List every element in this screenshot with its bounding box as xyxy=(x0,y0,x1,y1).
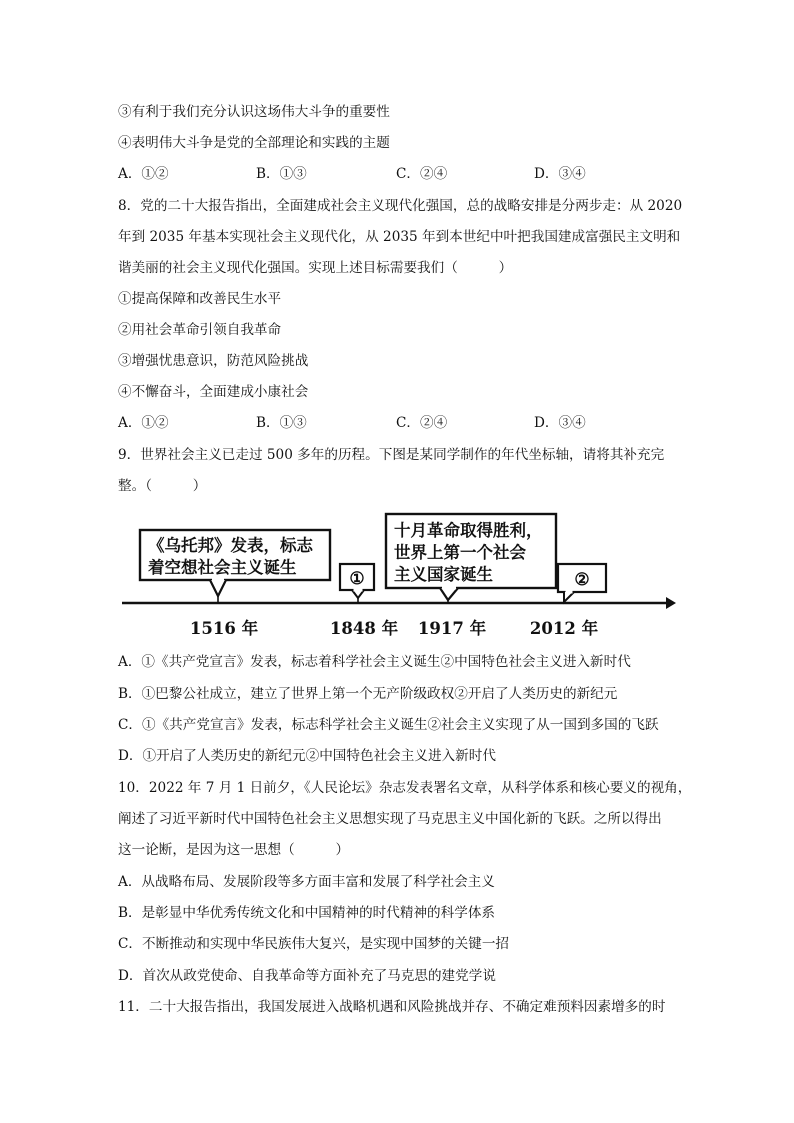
q9-option-b: B．①巴黎公社成立，建立了世界上第一个无产阶级政权②开启了人类历史的新纪元 xyxy=(118,686,618,702)
q7-option-b: B．①③ xyxy=(256,166,307,182)
callout-blank-2 xyxy=(558,564,606,602)
year-label-1848: 1848 年 xyxy=(329,619,399,638)
callout-october-line-3: 主义国家诞生 xyxy=(394,565,493,584)
q10-stem-line-3: 这一论断，是因为这一思想（ ） xyxy=(118,842,350,858)
callout-blank-1-label: ① xyxy=(349,569,365,589)
q8-options xyxy=(118,413,678,433)
q7-option-d: D．③④ xyxy=(534,166,586,182)
q8-stem-line-1: 8．党的二十大报告指出，全面建成社会主义现代化强国，总的战略安排是分两步走：从 2020 xyxy=(118,198,683,214)
q9-stem-line-2: 整。（ ） xyxy=(118,478,207,494)
q8-option-a: A．①② xyxy=(118,415,169,431)
q8-stem-line-2: 年到 2035 年基本实现社会主义现代化，从 2035 年到本世纪中叶把我国建成富强民主文明和 xyxy=(118,229,681,245)
q10-stem-line-2: 阐述了习近平新时代中国特色社会主义思想实现了马克思主义中国化新的飞跃。之所以得出 xyxy=(118,811,662,827)
callout-october-line-2: 世界上第一个社会 xyxy=(394,543,526,562)
q11-stem-line-1: 11．二十大报告指出，我国发展进入战略机遇和风险挑战并存、不确定难预料因素增多的时 xyxy=(118,999,666,1015)
q9-stem-line-1: 9．世界社会主义已走过 500 多年的历程。下图是某同学制作的年代坐标轴，请将其补充完 xyxy=(118,447,665,463)
callout-october-line-1: 十月革命取得胜利， xyxy=(394,521,543,540)
callout-utopia xyxy=(140,530,330,596)
q8-statement-1: ①提高保障和改善民生水平 xyxy=(118,291,282,307)
q7-options xyxy=(118,164,678,184)
q8-statement-3: ③增强忧患意识，防范风险挑战 xyxy=(118,353,309,369)
q10-option-a: A．从战略布局、发展阶段等多方面丰富和发展了科学社会主义 xyxy=(118,874,495,890)
callout-blank-1 xyxy=(340,564,374,598)
timeline-arrow xyxy=(666,597,676,609)
q9-option-a: A．①《共产党宣言》发表，标志着科学社会主义诞生②中国特色社会主义进入新时代 xyxy=(118,654,631,670)
q7-statement-4: ④表明伟大斗争是党的全部理论和实践的主题 xyxy=(118,135,390,151)
q8-statement-4: ④不懈奋斗，全面建成小康社会 xyxy=(118,384,309,400)
year-label-2012: 2012 年 xyxy=(529,619,599,638)
q8-statement-2: ②用社会革命引领自我革命 xyxy=(118,322,282,338)
q8-stem-line-3: 谐美丽的社会主义现代化强国。实现上述目标需要我们（ ） xyxy=(118,260,513,276)
callout-utopia-line-2: 着空想社会主义诞生 xyxy=(148,558,297,577)
callout-blank-2-label: ② xyxy=(574,570,590,590)
q10-option-b: B．是彰显中华优秀传统文化和中国精神的时代精神的科学体系 xyxy=(118,905,496,921)
q7-option-a: A．①② xyxy=(118,166,169,182)
callout-october-revolution xyxy=(386,514,556,600)
q9-option-c: C．①《共产党宣言》发表，标志科学社会主义诞生②社会主义实现了从一国到多国的飞跃 xyxy=(118,717,659,733)
q7-option-c: C．②④ xyxy=(396,166,448,182)
q7-statement-3: ③有利于我们充分认识这场伟大斗争的重要性 xyxy=(118,104,390,120)
q9-option-d: D．①开启了人类历史的新纪元②中国特色社会主义进入新时代 xyxy=(118,748,496,764)
year-label-1917: 1917 年 xyxy=(417,619,487,638)
timeline-figure xyxy=(118,508,678,648)
q10-option-d: D．首次从政党使命、自我革命等方面补充了马克思的建党学说 xyxy=(118,968,496,984)
q8-option-c: C．②④ xyxy=(396,415,448,431)
q10-option-c: C．不断推动和实现中华民族伟大复兴，是实现中国梦的关键一招 xyxy=(118,936,510,952)
q8-option-b: B．①③ xyxy=(256,415,307,431)
year-label-1516: 1516 年 xyxy=(189,619,259,638)
callout-utopia-line-1: 《乌托邦》发表，标志 xyxy=(148,536,313,555)
q10-stem-line-1: 10．2022 年 7 月 1 日前夕，《人民论坛》杂志发表署名文章，从科学体系和核心要义的视角， xyxy=(118,780,692,796)
q8-option-d: D．③④ xyxy=(534,415,586,431)
